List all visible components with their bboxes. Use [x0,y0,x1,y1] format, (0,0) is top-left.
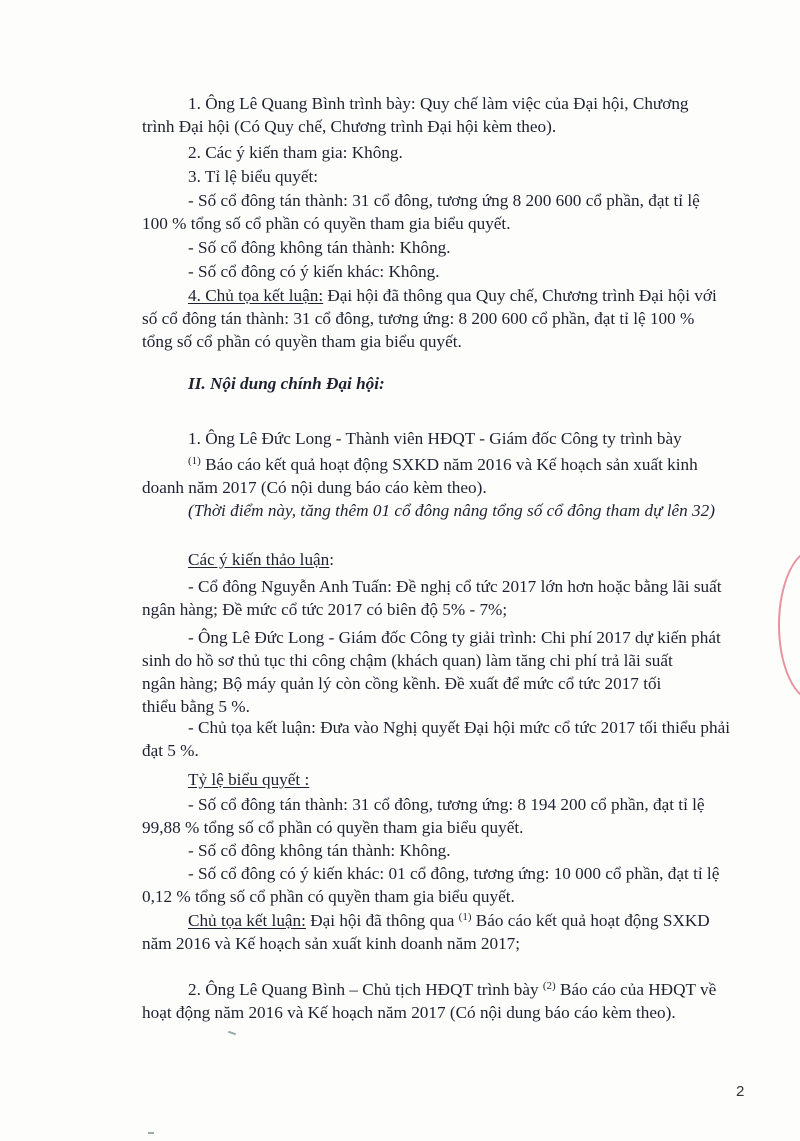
item2-line1 [188,978,716,1001]
discussion-2-line2: sinh do hồ sơ thủ tục thi công chậm (khách quan) làm tăng chi phí trả lãi suất [142,651,673,670]
para-s3: 3. Tỉ lệ biểu quyết: [188,167,318,186]
discussion-2-line1: - Ông Lê Đức Long - Giám đốc Công ty giải trình: Chi phí 2017 dự kiến phát [188,628,721,647]
para-s1-line1: 1. Ông Lê Quang Bình trình bày: Quy chế làm việc của Đại hội, Chương [188,94,689,113]
page-number: 2 [736,1083,745,1100]
item1-line3: doanh năm 2017 (Có nội dung báo cáo kèm theo). [142,478,487,497]
conclusion-1-line2: số cổ đông tán thành: 31 cổ đông, tương ứng: 8 200 600 cổ phần, đạt tỉ lệ 100 % [142,309,695,328]
item1-line2-text: Báo cáo kết quả hoạt động SXKD năm 2016 và Kế hoạch sản xuất kinh [200,455,698,474]
discussion-1-line1: - Cổ đông Nguyễn Anh Tuấn: Đề nghị cổ tức 2017 lớn hơn hoặc bằng lãi suất [188,577,722,596]
ratio-2: - Số cổ đông không tán thành: Không. [188,841,451,860]
item2-rest: Báo cáo của HĐQT về [555,980,717,999]
item1-footnote-ref: (1) [188,455,201,467]
vote1-line1: - Số cổ đông tán thành: 31 cổ đông, tương ứng 8 200 600 cổ phần, đạt tỉ lệ [188,191,700,210]
discussion-heading [188,548,334,571]
scan-mark [228,1031,236,1036]
ratio-3-line2: 0,12 % tổng số cổ phần có quyền tham gia biểu quyết. [142,887,515,906]
conclusion-1-line3: tổng số cổ phần có quyền tham gia biểu quyết. [142,332,462,351]
scan-mark-bottom [148,1132,154,1134]
item2-line2: hoạt động năm 2016 và Kế hoạch năm 2017 (Có nội dung báo cáo kèm theo). [142,1003,676,1022]
conclusion-2-text: Đại hội đã thông qua [305,911,459,930]
ratio-3-line1: - Số cổ đông có ý kiến khác: 01 cổ đông, tương ứng: 10 000 cổ phần, đạt tỉ lệ [188,864,720,883]
vote2: - Số cổ đông không tán thành: Không. [188,238,451,257]
item1-line2 [188,453,698,476]
discussion-3-line2: đạt 5 %. [142,741,199,760]
ratio-heading: Tỷ lệ biểu quyết : [188,770,310,789]
ratio-1-line2: 99,88 % tổng số cổ phần có quyền tham gia biểu quyết. [142,818,524,837]
conclusion-2-line1 [188,909,710,932]
discussion-colon: : [329,550,335,569]
conclusion-1-label: 4. Chủ tọa kết luận: [188,286,324,305]
conclusion-2-rest: Báo cáo kết quả hoạt động SXKD [471,911,710,930]
conclusion-1-text: Đại hội đã thông qua Quy chế, Chương trình Đại hội với [323,286,717,305]
discussion-2-line3: ngân hàng; Bộ máy quản lý còn cồng kềnh. Đề xuất để mức cổ tức 2017 tối [142,674,662,693]
discussion-2-line4: thiểu bằng 5 %. [142,697,250,716]
item2-footnote-ref: (2) [542,980,556,992]
section-2-heading: II. Nội dung chính Đại hội: [188,374,385,393]
conclusion-2-footnote-ref: (1) [458,911,472,923]
ratio-1-line1: - Số cổ đông tán thành: 31 cổ đông, tương ứng: 8 194 200 cổ phần, đạt tỉ lệ [188,795,705,814]
para-s2: 2. Các ý kiến tham gia: Không. [188,143,403,162]
vote1-line2: 100 % tổng số cổ phần có quyền tham gia biểu quyết. [142,214,511,233]
para-s1-line2: trình Đại hội (Có Quy chế, Chương trình Đại hội kèm theo). [142,117,557,136]
conclusion-1-line1 [188,284,717,307]
discussion-heading-text: Các ý kiến thảo luận [188,550,330,569]
discussion-3-line1: - Chủ tọa kết luận: Đưa vào Nghị quyết Đại hội mức cổ tức 2017 tối thiểu phải [188,718,731,737]
item1-line1: 1. Ông Lê Đức Long - Thành viên HĐQT - Giám đốc Công ty trình bày [188,429,682,448]
conclusion-2-label: Chủ tọa kết luận: [188,911,306,930]
conclusion-2-line2: năm 2016 và Kế hoạch sản xuất kinh doanh năm 2017; [142,934,521,953]
item2-text: 2. Ông Lê Quang Bình – Chủ tịch HĐQT trình bày [188,980,543,999]
vote3: - Số cổ đông có ý kiến khác: Không. [188,262,440,281]
stamp-ring [778,548,800,698]
item1-note: (Thời điểm này, tăng thêm 01 cổ đông nâng tổng số cổ đông tham dự lên 32) [188,501,715,520]
discussion-1-line2: ngân hàng; Đề mức cổ tức 2017 có biên độ 5% - 7%; [142,600,508,619]
red-stamp-fragment [770,548,800,698]
